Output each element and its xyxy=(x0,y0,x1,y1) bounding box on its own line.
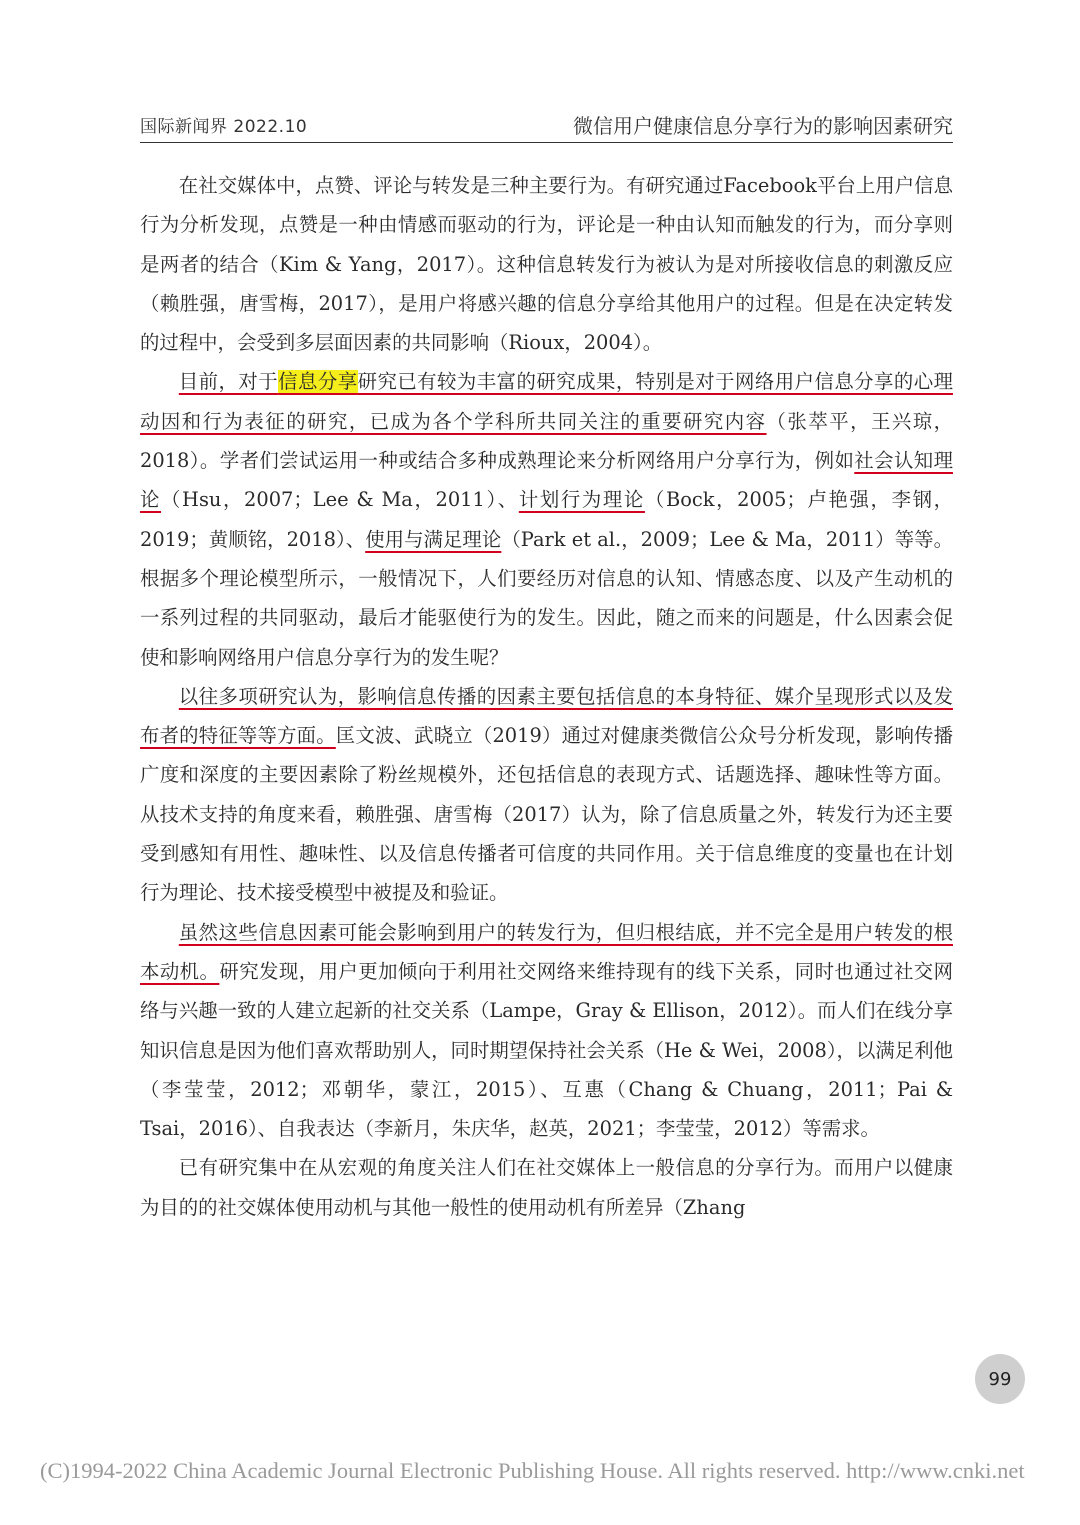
annotated-underline: 目前，对于 xyxy=(178,370,279,394)
annotated-underline: 使用与满足理论 xyxy=(365,527,502,551)
page-header xyxy=(140,108,953,143)
paragraph-3 xyxy=(140,677,953,913)
annotated-underline: 计划行为理论 xyxy=(518,488,645,512)
annotated-underline: 以往多项研究认为，影响信息传播的因素主要包括信息的本身特征、媒介呈现形式以及发布者的特征等等方面。 xyxy=(140,684,953,748)
paragraph-text: （Hsu，2007；Lee & Ma，2011）、 xyxy=(161,488,519,512)
paragraph-1: 在社交媒体中，点赞、评论与转发是三种主要行为。有研究通过Facebook平台上用户信息行为分析发现，点赞是一种由情感而驱动的行为，评论是一种由认知而触发的行为，而分享则是两者的结合（Kim & Yang，2017）。这种信息转发行为被认为是对所接收信息的刺激反应（赖胜强，唐雪梅，2017），是用户将感兴趣的信息分享给其他用户的过程。但是在决定转发的过程中，会受到多层面因素的共同影响（Rioux，2004）。 xyxy=(140,174,953,355)
paragraph-5: 已有研究集中在从宏观的角度关注人们在社交媒体上一般信息的分享行为。而用户以健康为目的的社交媒体使用动机与其他一般性的使用动机有所差异（Zhang xyxy=(140,1156,953,1219)
copyright-notice: (C)1994-2022 China Academic Journal Electronic Publishing House. All rights reserved. http://www.cnki.net xyxy=(40,1458,1025,1483)
journal-name: 国际新闻界 2022.10 xyxy=(140,117,308,137)
page-number: 99 xyxy=(975,1354,1025,1404)
paragraph-text: （Park et al.，2009；Lee & Ma，2011）等等。根据多个理论模型所示，一般情况下，人们要经历对信息的认知、情感态度、以及产生动机的一系列过程的共同驱动，最后才能驱使行为的发生。因此，随之而来的问题是，什么因素会促使和影响网络用户信息分享行为的发生呢？ xyxy=(140,527,953,669)
article-body xyxy=(140,166,953,1227)
paragraph-text: （张萃平，王兴琼，2018）。学者们尝试运用一种或结合多种成熟理论来分析网络用户分享行为，例如 xyxy=(140,409,954,473)
article-running-title: 微信用户健康信息分享行为的影响因素研究 xyxy=(573,114,953,138)
paragraph-text: （Bock，2005；卢艳强，李钢，2019；黄顺铭，2018）、 xyxy=(140,488,953,551)
annotated-underline: 研究已有较为丰富的研究成果，特别是对于网络用户信息分享的心理动因和行为表征的研究，已成为各个学科所共同关注的重要研究内容 xyxy=(140,370,954,433)
paragraph-text: 匡文波、武晓立（2019）通过对健康类微信公众号分析发现，影响传播广度和深度的主要因素除了粉丝规模外，还包括信息的表现方式、话题选择、趣味性等方面。从技术支持的角度来看，赖胜强、唐雪梅（2017）认为，除了信息质量之外，转发行为还主要受到感知有用性、趣味性、以及信息传播者可信度的共同作用。关于信息维度的变量也在计划行为理论、技术接受模型中被提及和验证。 xyxy=(140,724,953,905)
paragraph-2 xyxy=(140,362,953,676)
paragraph-text: 研究发现，用户更加倾向于利用社交网络来维持现有的线下关系，同时也通过社交网络与兴趣一致的人建立起新的社交关系（Lampe，Gray & Ellison，2012）。而人们在线分享知识信息是因为他们喜欢帮助别人，同时期望保持社会关系（He & Wei，2008），以满足利他（李莹莹，2012；邓朝华，蒙江，2015）、互惠（Chang & Chuang，2011；Pai & Tsai，2016）、自我表达（李新月，朱庆华，赵英，2021；李莹莹，2012）等需求。 xyxy=(140,959,954,1141)
annotated-underline: 虽然这些信息因素可能会影响到用户的转发行为，但归根结底，并不完全是用户转发的根本动机。 xyxy=(140,920,953,983)
annotated-highlight: 信息分享 xyxy=(278,370,358,394)
annotated-underline: 社会认知理论 xyxy=(140,449,954,512)
paragraph-4 xyxy=(140,913,953,1149)
